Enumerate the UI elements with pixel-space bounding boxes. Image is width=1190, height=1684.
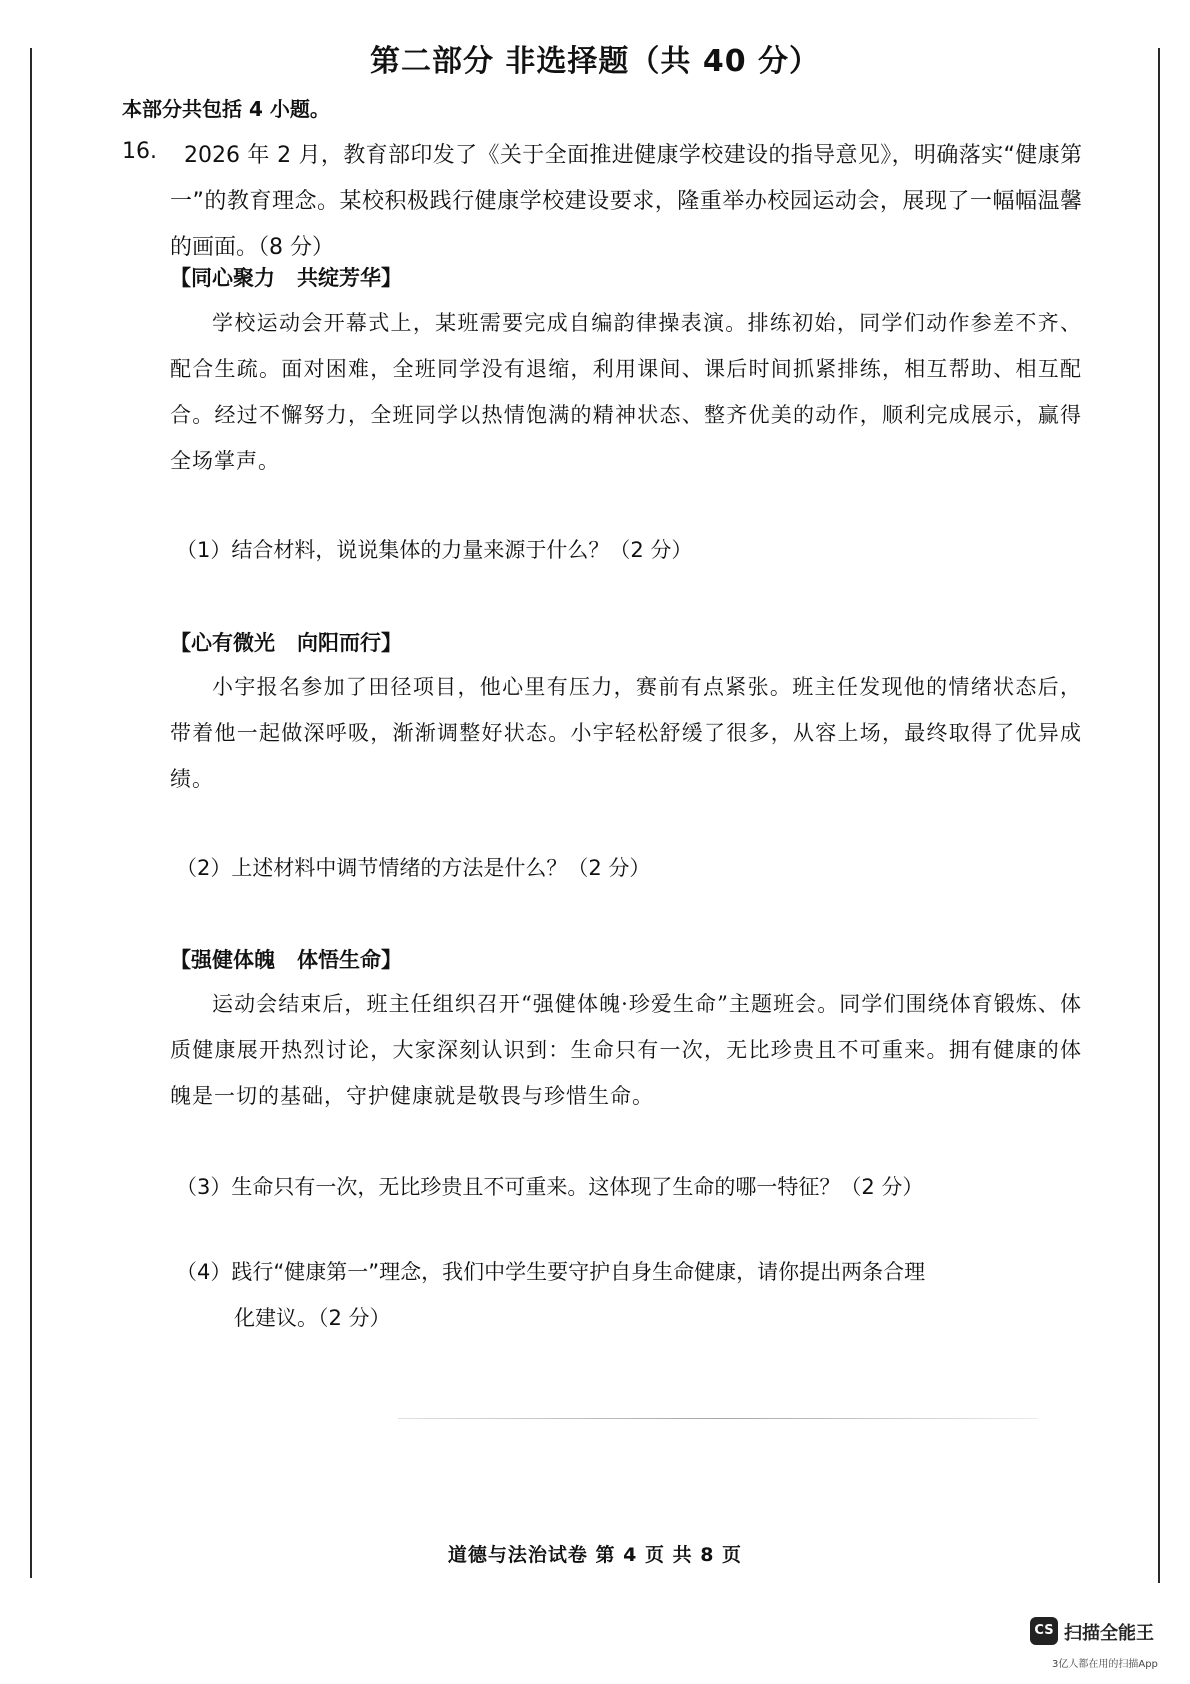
section-title-3-a: 【强健体魄	[170, 948, 275, 972]
material-2-text: 小宇报名参加了田径项目，他心里有压力，赛前有点紧张。班主任发现他的情绪状态后，带着他一起做深呼吸，渐渐调整好状态。小宇轻松舒缓了很多，从容上场，最终取得了优异成绩。	[170, 675, 1082, 791]
question-stem-rest: 康第一”的教育理念。某校积极践行健康学校建设要求，隆重举办校园运动会，展现了一幅幅温馨的画面。（8 分）	[170, 143, 1082, 260]
section-intro: 本部分共包括 4 小题。	[122, 97, 330, 121]
page-title: 第二部分 非选择题（共 40 分）	[369, 44, 821, 79]
watermark-brand: 扫描全能王	[1064, 1623, 1154, 1644]
sub-question-4-line2: 化建议。（2 分）	[234, 1306, 391, 1330]
material-2	[170, 664, 1082, 802]
page-footer: 道德与法治试卷 第 4 页 共 8 页	[447, 1544, 743, 1566]
sub-question-2: （2）上述材料中调节情绪的方法是什么？（2 分）	[176, 856, 651, 880]
question-stem-line1: 2026 年 2 月，教育部印发了《关于全面推进健康学校建设的指导意见》，明确落实“健	[184, 143, 1038, 168]
section-title-2-a: 【心有微光	[170, 631, 275, 655]
question-stem	[170, 133, 1082, 271]
sub-question-3: （3）生命只有一次，无比珍贵且不可重来。这体现了生命的哪一特征？（2 分）	[176, 1175, 924, 1199]
section-title-1	[170, 262, 402, 292]
sub-question-1: （1）结合材料，说说集体的力量来源于什么？（2 分）	[176, 538, 693, 562]
sub-question-4-line1: （4）践行“健康第一”理念，我们中学生要守护自身生命健康，请你提出两条合理	[176, 1260, 926, 1284]
material-1	[170, 300, 1082, 484]
material-3-text: 运动会结束后，班主任组织召开“强健体魄·珍爱生命”主题班会。同学们围绕体育锻炼、体质健康展开热烈讨论，大家深刻认识到：生命只有一次，无比珍贵且不可重来。拥有健康的体魄是一切的基础，守护健康就是敬畏与珍惜生命。	[170, 992, 1082, 1108]
section-title-1-a: 【同心聚力	[170, 266, 275, 290]
section-title-1-b: 共绽芳华】	[297, 266, 402, 290]
watermark-tagline: 3亿人都在用的扫描App	[1052, 1659, 1158, 1670]
material-1-text: 学校运动会开幕式上，某班需要完成自编韵律操表演。排练初始，同学们动作参差不齐、配合生疏。面对困难，全班同学没有退缩，利用课间、课后时间抓紧排练，相互帮助、相互配合。经过不懈努力，全班同学以热情饱满的精神状态、整齐优美的动作，顺利完成展示，赢得全场掌声。	[170, 311, 1082, 473]
section-title-2-b: 向阳而行】	[297, 631, 402, 655]
left-margin-rule	[30, 48, 32, 1578]
scanner-watermark	[1030, 1617, 1180, 1673]
material-3	[170, 981, 1082, 1119]
section-title-3-b: 体悟生命】	[297, 948, 402, 972]
section-title-2	[170, 627, 402, 657]
camscanner-logo-icon: CS	[1030, 1617, 1058, 1645]
section-title-3	[170, 944, 402, 974]
right-margin-rule	[1158, 48, 1160, 1583]
sub-question-4	[176, 1249, 1076, 1341]
answer-line	[398, 1418, 1038, 1419]
question-number: 16.	[122, 139, 157, 164]
